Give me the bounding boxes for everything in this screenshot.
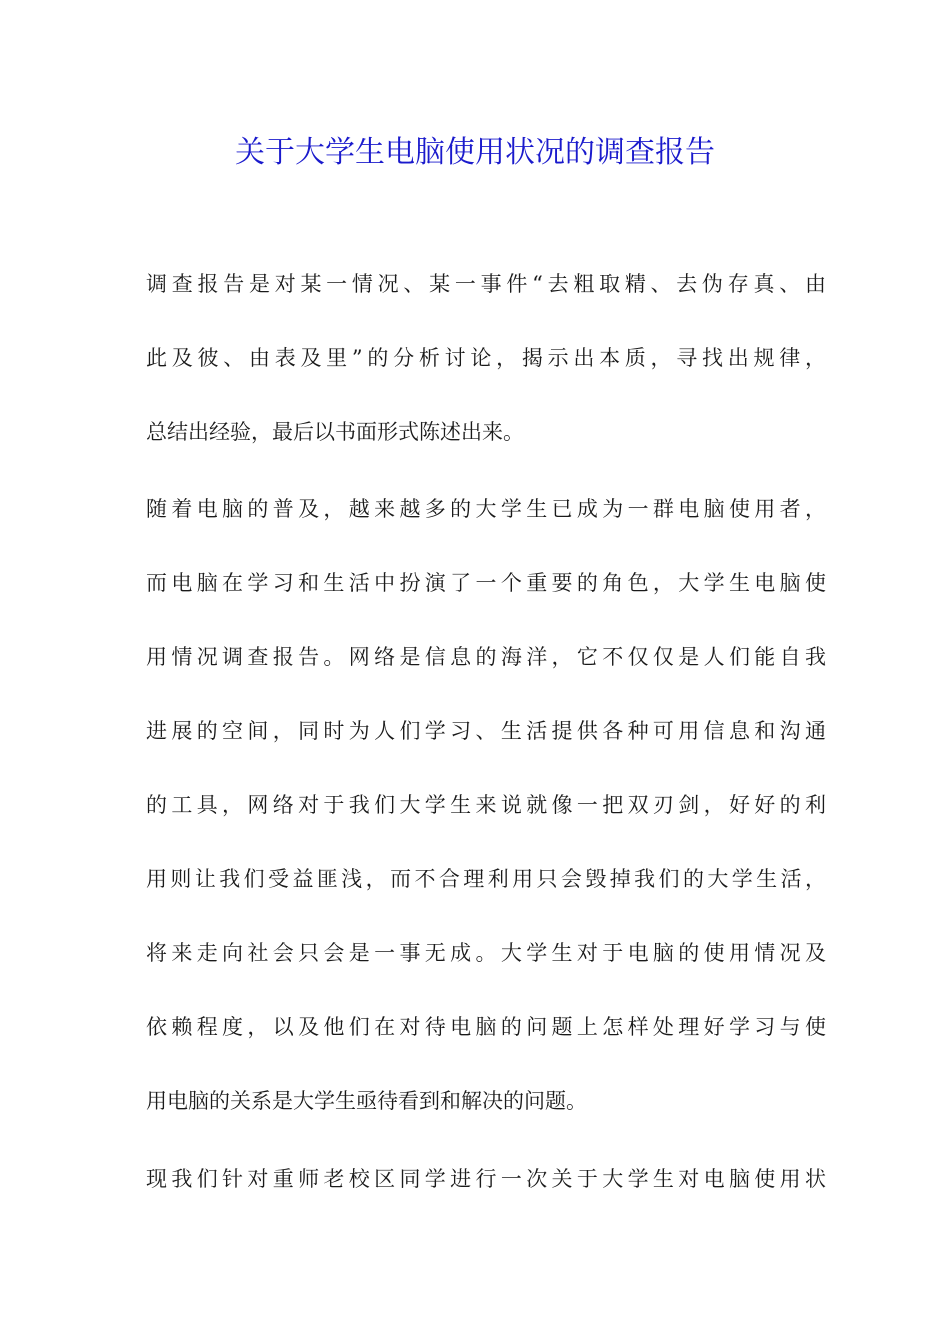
paragraph-line: 的工具，网络对于我们大学生来说就像一把双刃剑，好好的利	[146, 793, 826, 817]
paragraph-line: 而电脑在学习和生活中扮演了一个重要的角色，大学生电脑使	[146, 571, 826, 595]
paragraph-line: 现我们针对重师老校区同学进行一次关于大学生对电脑使用状	[146, 1167, 826, 1191]
document-title: 关于大学生电脑使用状况的调查报告	[235, 135, 715, 170]
paragraph-line: 进展的空间，同时为人们学习、生活提供各种可用信息和沟通	[146, 719, 826, 743]
paragraph-line: 用电脑的关系是大学生亟待看到和解决的问题。	[146, 1089, 587, 1113]
paragraph-line: 随着电脑的普及，越来越多的大学生已成为一群电脑使用者，	[146, 497, 826, 521]
paragraph-line: 用情况调查报告。网络是信息的海洋，它不仅仅是人们能自我	[146, 645, 826, 669]
paragraph-line: 将来走向社会只会是一事无成。大学生对于电脑的使用情况及	[146, 941, 826, 965]
paragraph-line: 调查报告是对某一情况、某一事件“去粗取精、去伪存真、由	[146, 272, 826, 296]
paragraph-line: 依赖程度，以及他们在对待电脑的问题上怎样处理好学习与使	[146, 1015, 826, 1039]
paragraph-line: 此及彼、由表及里”的分析讨论，揭示出本质，寻找出规律，	[146, 346, 826, 370]
paragraph-line: 总结出经验，最后以书面形式陈述出来。	[146, 420, 524, 444]
paragraph-line: 用则让我们受益匪浅，而不合理利用只会毁掉我们的大学生活，	[146, 867, 826, 891]
